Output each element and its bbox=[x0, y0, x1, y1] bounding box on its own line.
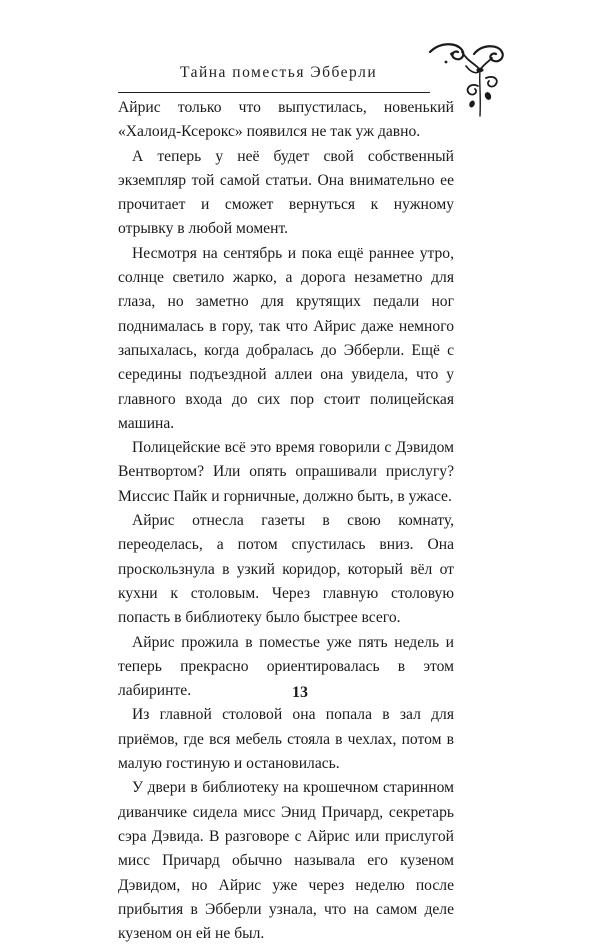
paragraph: Полицейские всё это время говорили с Дэвидом Вентвортом? Или опять опрашивали прислугу? Миссис Пайк и горничные, должно быть, в ужасе. bbox=[118, 439, 454, 505]
running-title: Тайна поместья Эбберли bbox=[180, 64, 378, 81]
paragraph: Айрис прожила в поместье уже пять недель и теперь прекрасно ориентировалась в этом лабиринте. bbox=[118, 633, 454, 700]
page-header bbox=[0, 56, 600, 96]
page-number: 13 bbox=[292, 684, 308, 701]
paragraph: Несмотря на сентябрь и пока ещё раннее утро, солнце светило жарко, а дорога незаметно для глаза, но заметно для крутящих педали ног поднималась в гору, так что Айрис даже немного запыхалась, когда добралась до Эбберли. Ещё с середины подъездной аллеи она увидела, что у главного входа до сих пор стоит полицейская машина. bbox=[118, 244, 454, 432]
paragraph: У двери в библиотеку на крошечном старинном диванчике сидела мисс Энид Причард, секретарь сэра Дэвида. В разговоре с Айрис или прислугой мисс Причард обычно называла его кузеном Дэвидом, но Айрис уже через неделю после прибытия в Эбберли узнала, что на самом деле кузеном он ей не был. bbox=[118, 779, 454, 943]
paragraph: Из главной столовой она попала в зал для приёмов, где вся мебель стояла в чехлах, потом в малую гостиную и остановилась. bbox=[118, 706, 454, 773]
header-rule bbox=[118, 92, 430, 93]
paragraph: А теперь у неё будет свой собственный экземпляр той самой статьи. Она внимательно ее прочитает и сможет вернуться к нужному отрывку в любой момент. bbox=[118, 147, 454, 238]
paragraph: Айрис только что выпустилась, новенький «Халоид-Ксерокс» появился не так уж давно. bbox=[118, 99, 454, 141]
body-text bbox=[118, 96, 454, 946]
paragraph: Айрис отнесла газеты в свою комнату, переоделась, а потом спустилась вниз. Она проскользнула в узкий коридор, который вёл от кухни к столовым. Через главную столовую попасть в библиотеку было быстрее всего. bbox=[118, 512, 454, 627]
